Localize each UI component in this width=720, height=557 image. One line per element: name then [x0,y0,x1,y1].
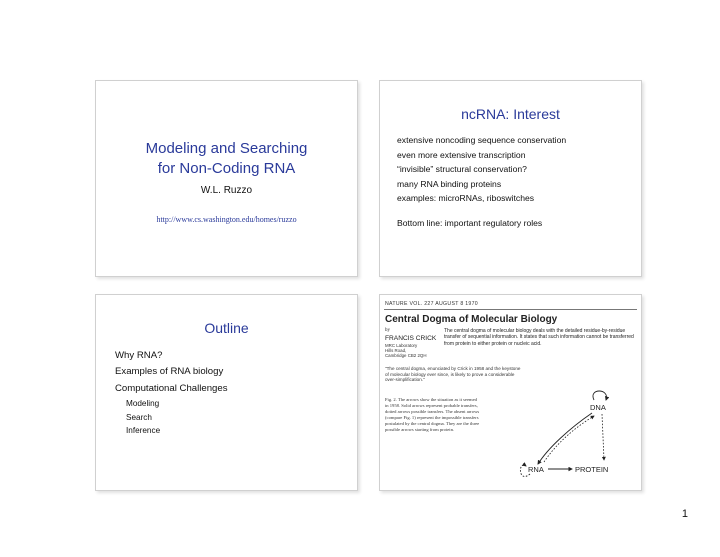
article-author: FRANCIS CRICK [385,335,437,342]
bullet-list [397,133,566,231]
outline-list [115,348,228,438]
bottom-line: Bottom line: important regulatory roles [397,217,543,228]
list-item: Why RNA? [115,350,163,361]
central-dogma-diagram [518,388,622,484]
list-item: “invisible” structural conservation? [397,164,527,175]
list-item: Examples of RNA biology [115,366,224,378]
sub-list-item: Modeling [126,399,160,409]
page-number: 1 [681,508,688,520]
author-name: W.L. Ruzzo [200,185,253,196]
figure-caption: Fig. 2. The arrows show the situation as it seemed in 1958. Solid arrows represent probable transfers, dotted arrows possible transfers. The absent arrows (compare Fig. 1) represent the impossible transfers postulated by the central dogma. They are the three possible arrows starting from protein. [385,397,480,433]
list-item: extensive noncoding sequence conservation [397,135,567,145]
list-item: examples: microRNAs, riboswitches [397,193,535,204]
affiliation-line: Hills Road, [385,348,407,354]
dna-replication-arrow [593,391,607,400]
affiliation-line: Cambridge CB2 2QH [385,353,427,359]
slide-title [95,80,358,277]
protein-label: PROTEIN [575,465,609,474]
presentation-title [96,139,357,179]
list-item: many RNA binding proteins [397,178,502,189]
affiliation [385,343,429,359]
dna-label: DNA [590,403,606,412]
title-line-1: Modeling and Searching [145,140,308,157]
author-url[interactable]: http://www.cs.washington.edu/homes/ruzzo [156,215,297,224]
article-abstract: The central dogma of molecular biology deals with the detailed residue-by-residue transfer of sequential information. It states that such information cannot be transferred from protein to either protein or nucleic acid. [444,328,634,347]
slide-heading: ncRNA: Interest [461,106,560,122]
rna-label: RNA [528,465,544,474]
dna-to-rna-arrow [538,413,592,464]
sub-list-item: Inference [126,426,161,436]
article-title: Central Dogma of Molecular Biology [385,314,558,325]
title-line-2: for Non-Coding RNA [157,160,296,177]
list-item: even more extensive transcription [397,149,526,160]
byline: by [385,328,390,333]
slide-heading: Outline [204,320,249,336]
affiliation-line: MRC Laboratory [385,343,418,348]
dna-to-protein-arrow [602,414,604,460]
slide-ncrna-interest [379,80,642,277]
header-rule [384,309,637,310]
slide-central-dogma [379,294,642,491]
rna-to-dna-arrow [544,416,594,462]
slide-outline [95,294,358,491]
article-quote: "The central dogma, enunciated by Crick in 1958 and the keystone of molecular biology ever since, is likely to prove a considerable over-simplification." [385,366,521,383]
sub-list-item: Search [126,412,152,422]
journal-header: NATURE VOL. 227 AUGUST 8 1970 [385,301,478,307]
list-item: Computational Challenges [115,382,228,394]
